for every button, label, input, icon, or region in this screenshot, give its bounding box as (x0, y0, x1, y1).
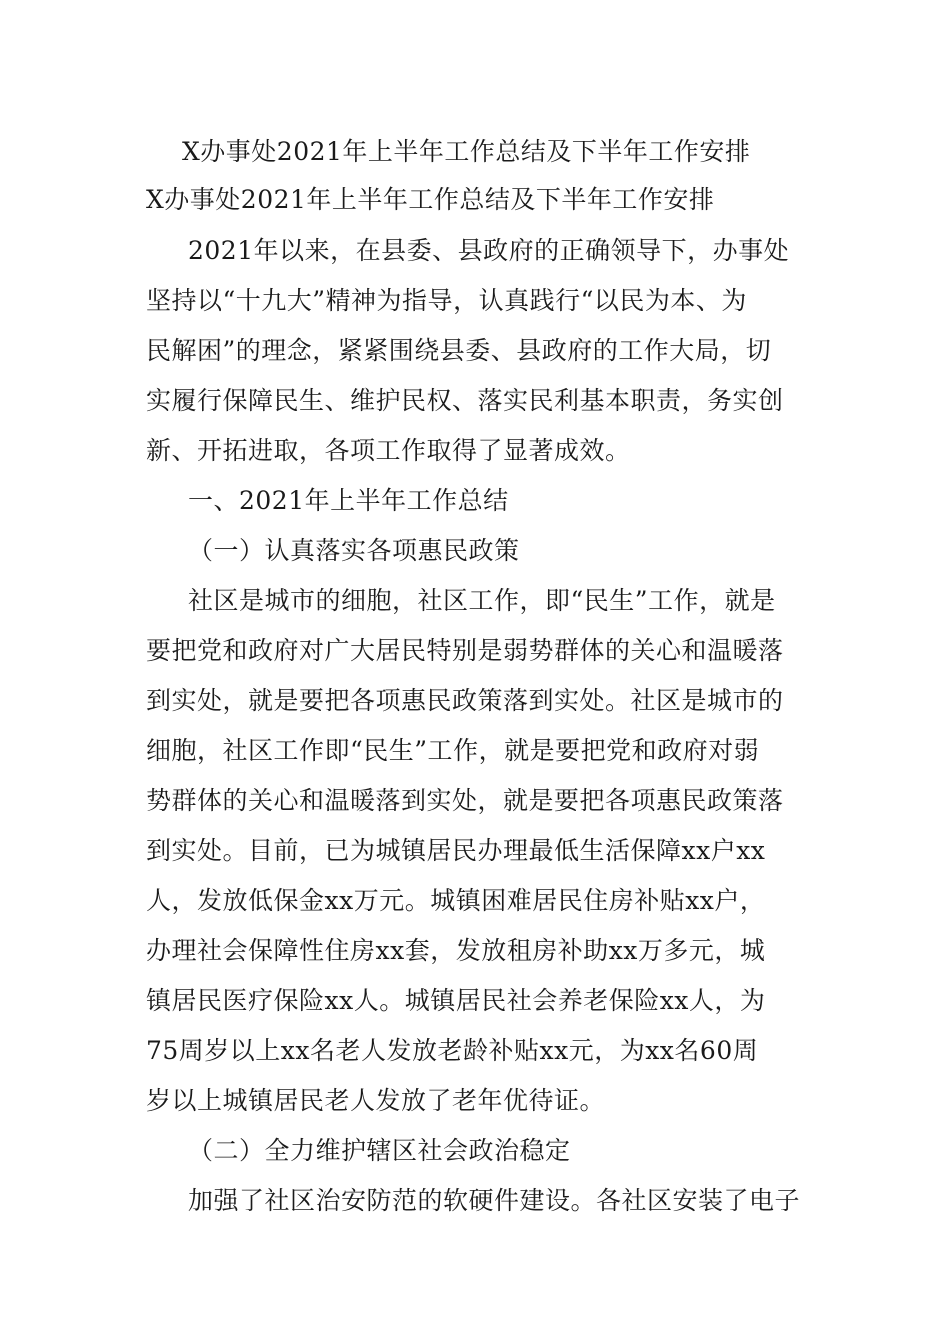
paragraph-line: 民解困”的理念，紧紧围绕县委、县政府的工作大局，切 (146, 336, 772, 365)
paragraph-line: 新、开拓进取，各项工作取得了显著成效。 (146, 436, 631, 465)
paragraph-line: 社区是城市的细胞，社区工作，即“民生”工作，就是 (188, 586, 776, 615)
paragraph-line: 坚持以“十九大”精神为指导，认真践行“以民为本、为 (146, 286, 747, 315)
section-heading: 一、2021年上半年工作总结 (188, 486, 509, 515)
paragraph-line: 镇居民医疗保险xx人。城镇居民社会养老保险xx人，为 (146, 986, 766, 1015)
paragraph-line: 2021年以来，在县委、县政府的正确领导下，办事处 (188, 236, 790, 265)
paragraph-line: 到实处。目前，已为城镇居民办理最低生活保障xx户xx (146, 836, 766, 865)
paragraph-line: 办理社会保障性住房xx套，发放租房补助xx万多元，城 (146, 936, 766, 965)
paragraph-line: 细胞，社区工作即“民生”工作，就是要把党和政府对弱 (146, 736, 760, 765)
paragraph-line: 人，发放低保金xx万元。城镇困难居民住房补贴xx户， (146, 886, 766, 915)
subsection-heading: （二）全力维护辖区社会政治稳定 (188, 1136, 571, 1165)
subsection-heading: （一）认真落实各项惠民政策 (188, 536, 520, 565)
paragraph-line: 要把党和政府对广大居民特别是弱势群体的关心和温暖落 (146, 636, 784, 665)
paragraph-line: 岁以上城镇居民老人发放了老年优待证。 (146, 1086, 606, 1115)
paragraph-line: 到实处，就是要把各项惠民政策落到实处。社区是城市的 (146, 686, 784, 715)
document-title: X办事处2021年上半年工作总结及下半年工作安排 (182, 137, 751, 166)
paragraph-line: 加强了社区治安防范的软硬件建设。各社区安装了电子 (188, 1186, 801, 1215)
paragraph-line: 实履行保障民生、维护民权、落实民利基本职责，务实创 (146, 386, 784, 415)
paragraph-line: 75周岁以上xx名老人发放老龄补贴xx元，为xx名60周 (146, 1036, 759, 1065)
paragraph-line: 势群体的关心和温暖落到实处，就是要把各项惠民政策落 (146, 786, 784, 815)
document-subtitle: X办事处2021年上半年工作总结及下半年工作安排 (146, 185, 715, 214)
